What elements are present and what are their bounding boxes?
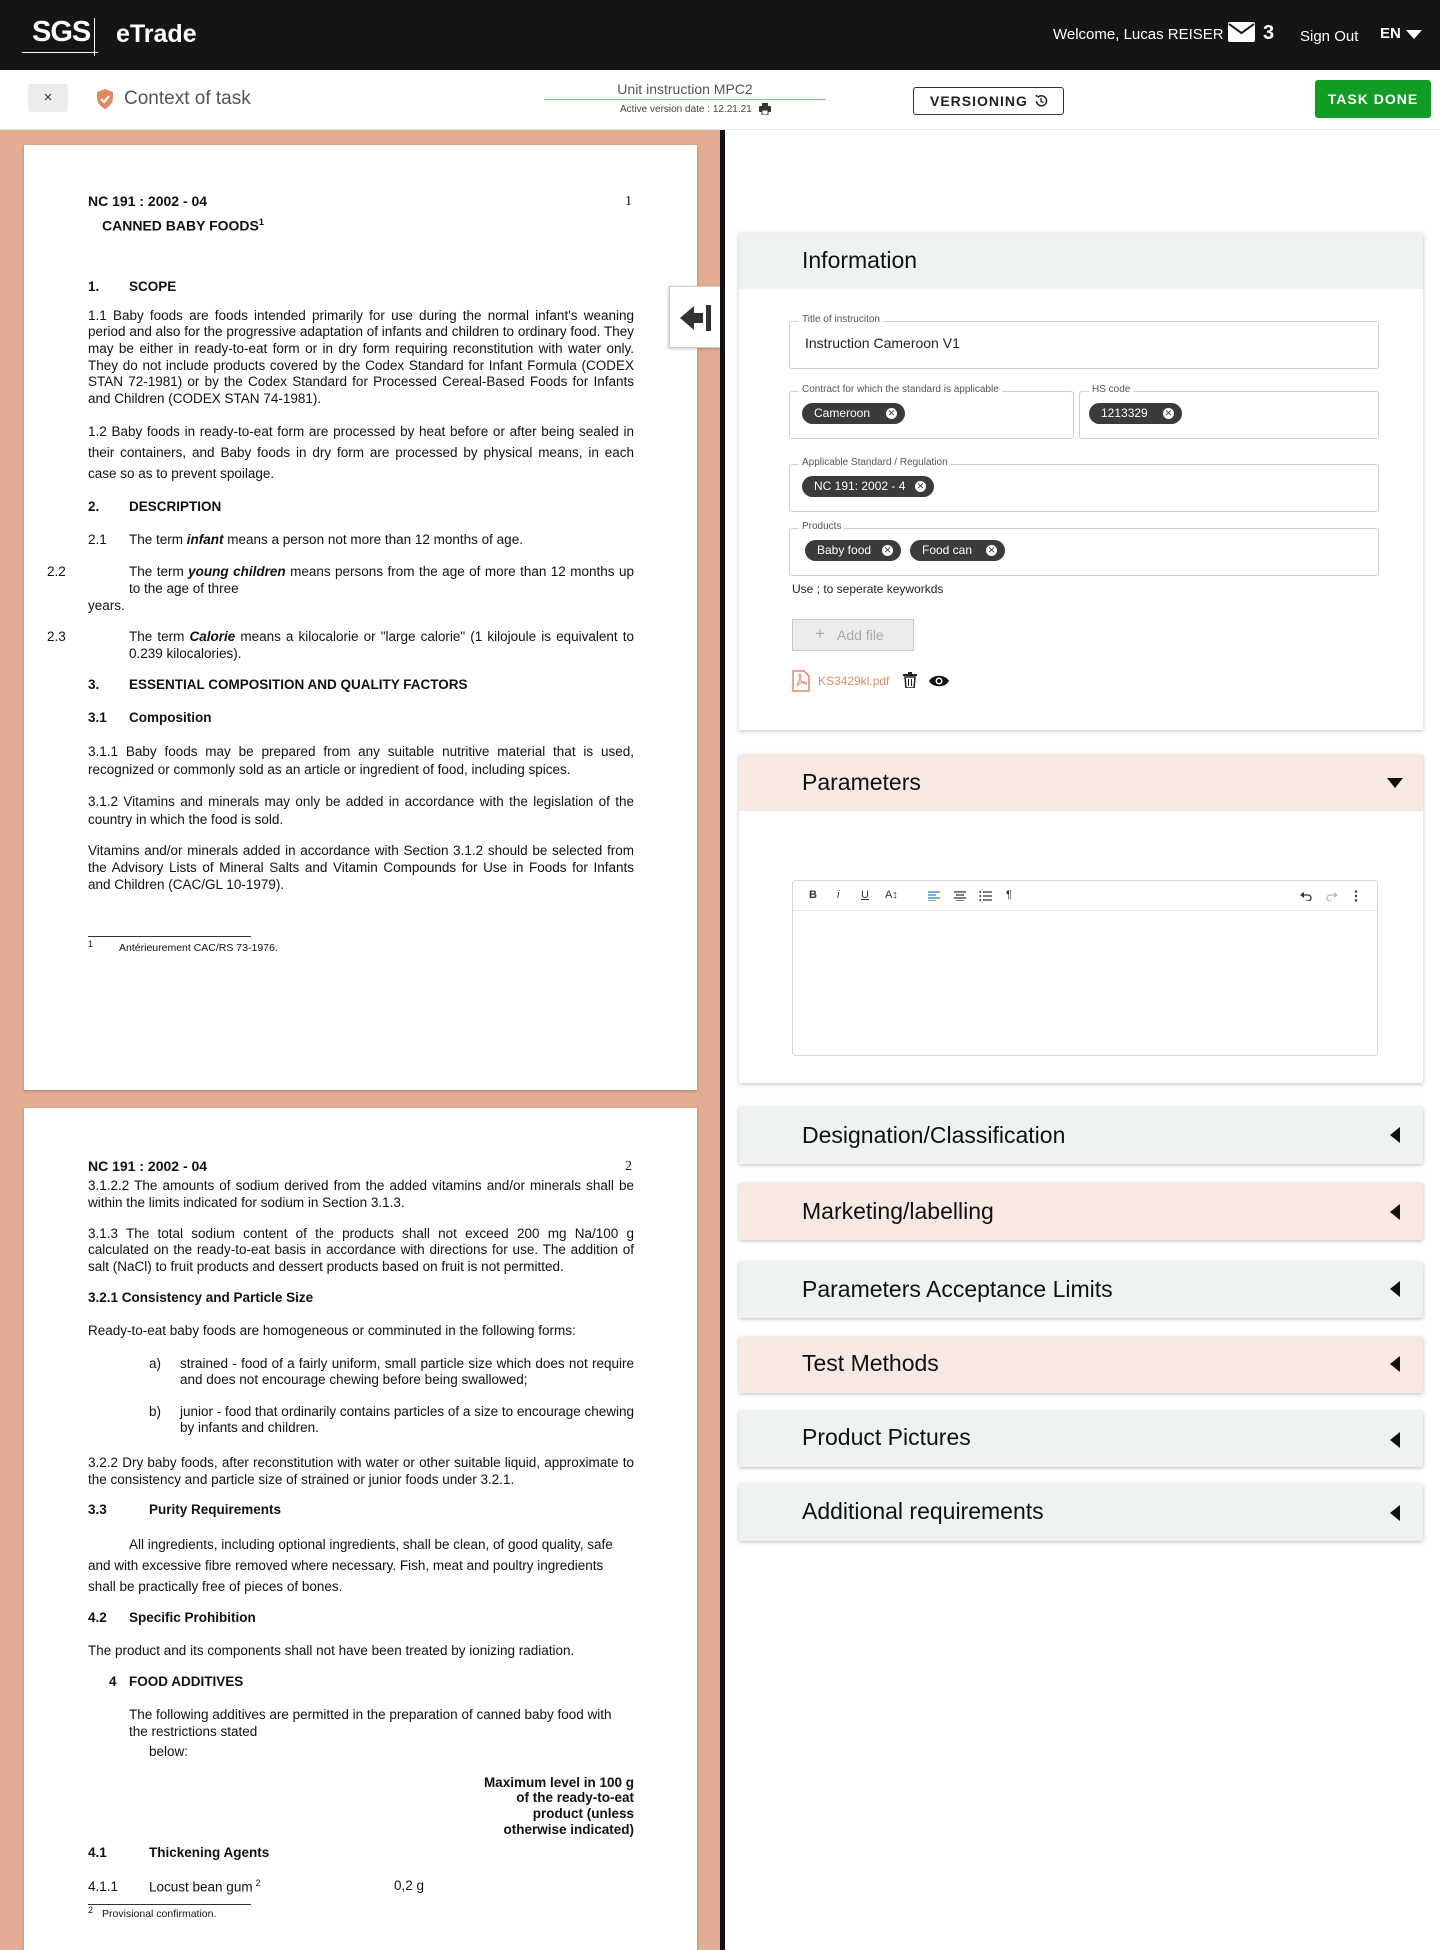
paragraph: All ingredients, including optional ingredients, shall be clean, of good quality, safe and with excessive fibre removed where necessary. Fish, meat and poultry ingredients shall be practically free of pieces of bones.	[88, 1536, 613, 1594]
chip-product[interactable]: Baby food ✕	[805, 540, 901, 561]
chip-hs-code[interactable]: 1213329 ✕	[1089, 403, 1182, 424]
section-heading: 3. ESSENTIAL COMPOSITION AND QUALITY FACTORS	[88, 676, 468, 692]
more-vertical-icon[interactable]	[1354, 890, 1358, 902]
document-reference: NC 191 : 2002 - 04	[88, 193, 208, 209]
attached-file-link[interactable]: KS3429kl.pdf	[818, 674, 890, 688]
hs-code-field[interactable]: HS code 1213329 ✕	[1079, 391, 1379, 439]
parameters-card	[739, 755, 1423, 1083]
bold-button[interactable]: B	[809, 889, 817, 901]
paragraph: 1.1 Baby foods are foods intended primarily for use during the normal infant's weaning period and also for the progressive adaptation of infants and children to ordinary food. They may be either in ready-to-eat form or in dry form requiring reconstitution with water only. They do not include products covered by the Codex Standard for Infant Formula (CODEX STAN 72-1981) or by the Codex Standard for Processed Cereal-Based Foods for Infants and Children (CODEX STAN 74-1981).	[88, 307, 634, 407]
close-icon[interactable]: ✕	[887, 408, 896, 418]
keywords-hint: Use ; to seperate keyworkds	[792, 582, 944, 596]
close-button[interactable]: ×	[28, 84, 68, 112]
sgs-logo[interactable]: SGS	[22, 14, 98, 56]
align-center-icon[interactable]	[954, 891, 966, 901]
chip-cameroon[interactable]: Cameroon ✕	[802, 403, 905, 424]
chevron-down-icon[interactable]	[1387, 778, 1403, 788]
document-viewer[interactable]	[0, 130, 720, 1950]
app-name: eTrade	[116, 20, 197, 48]
footnote: 1 Antérieurement CAC/RS 73-1976.	[88, 938, 278, 955]
page-number: 2	[625, 1159, 632, 1174]
top-bar	[0, 0, 1440, 70]
standard-field[interactable]: Applicable Standard / Regulation NC 191: 2002 - 4 ✕	[789, 464, 1379, 512]
paragraph: 2.3 The term Calorie means a kilocalorie or "large calorie" (1 kilojoule is equivalent to 0.239 kilocalories).	[47, 629, 635, 661]
section-title: Additional requirements	[802, 1498, 1044, 1524]
align-left-icon[interactable]	[928, 891, 940, 901]
section-title: Parameters Acceptance Limits	[802, 1276, 1113, 1302]
parameters-header[interactable]	[739, 755, 1423, 811]
paragraph: 3.2.2 Dry baby foods, after reconstitution with water or other suitable liquid, approximate to the consistency and particle size of strained or junior foods under 3.2.1.	[88, 1454, 634, 1487]
chevron-left-icon[interactable]	[1390, 1204, 1400, 1220]
section-title: Designation/Classification	[802, 1122, 1066, 1148]
sign-out-link[interactable]: Sign Out	[1300, 28, 1359, 45]
editor-toolbar	[793, 881, 1377, 911]
shield-check-icon	[96, 89, 114, 109]
font-size-button[interactable]: A↕	[885, 889, 898, 901]
underline-button[interactable]: U	[861, 889, 869, 901]
chip-product[interactable]: Food can ✕	[910, 540, 1005, 561]
section-product-pictures[interactable]	[739, 1411, 1423, 1467]
list-item: b) junior - food that ordinarily contains particles of a size to encourage chewing by infants and children.	[149, 1403, 635, 1436]
page-number: 1	[625, 194, 632, 209]
section-test-methods[interactable]	[739, 1337, 1423, 1393]
chevron-left-icon[interactable]	[1390, 1127, 1400, 1143]
print-icon[interactable]	[759, 103, 771, 115]
section-heading: 4 FOOD ADDITIVES	[109, 1674, 244, 1690]
active-version-date: Active version date : 12.21.21	[620, 104, 752, 115]
section-heading: 4.2 Specific Prohibition	[88, 1609, 256, 1625]
context-of-task-title: Context of task	[124, 88, 251, 109]
close-icon[interactable]: ✕	[883, 545, 892, 555]
paragraph: The product and its components shall not have been treated by ionizing radiation.	[88, 1642, 575, 1658]
information-title: Information	[802, 247, 918, 273]
redo-icon[interactable]	[1326, 892, 1338, 901]
italic-button[interactable]: i	[837, 889, 840, 901]
paragraph: The following additives are permitted in the preparation of canned baby food with the restrictions stated	[129, 1707, 612, 1740]
paragraph: Ready-to-eat baby foods are homogeneous or comminuted in the following forms:	[88, 1322, 576, 1338]
list-item: a) strained - food of a fairly uniform, small particle size which does not require and does not encourage chewing before being swallowed;	[149, 1355, 634, 1388]
mail-icon[interactable]	[1228, 22, 1255, 42]
pdf-file-icon	[792, 670, 810, 692]
section-heading: 4.1 Thickening Agents	[88, 1845, 270, 1861]
mail-count-badge[interactable]: 3	[1263, 22, 1275, 44]
document-reference: NC 191 : 2002 - 04	[88, 1158, 208, 1174]
trash-icon[interactable]	[903, 672, 917, 688]
section-additional-requirements[interactable]	[739, 1484, 1423, 1541]
section-title: Product Pictures	[802, 1424, 971, 1450]
language-selector[interactable]: EN	[1380, 25, 1401, 42]
paragraph: 3.1.2 Vitamins and minerals may only be added in accordance with the legislation of the country in which the food is sold.	[88, 794, 634, 828]
list-icon[interactable]	[979, 891, 992, 901]
section-title: Marketing/labelling	[802, 1198, 994, 1224]
paragraph: 3.1.3 The total sodium content of the products shall not exceed 200 mg Na/100 g calculated on the ready-to-eat basis in accordance with directions for use. The addition of salt (NaCl) to fruit products and dessert products based on fruit is not permitted.	[88, 1225, 634, 1275]
section-heading: 3.3 Purity Requirements	[88, 1502, 282, 1518]
paragraph: 2.1 The term infant means a person not more than 12 months of age.	[88, 531, 523, 547]
section-title: Test Methods	[802, 1350, 939, 1376]
task-done-button[interactable]: TASK DONE	[1315, 80, 1431, 118]
paragraph: 2.2 The term young children means persons from the age of more than 12 months up to the age of three	[47, 564, 634, 597]
section-designation-classification[interactable]	[739, 1107, 1423, 1164]
title-field[interactable]: Title of instruciton Instruction Cameroon V1	[789, 321, 1379, 369]
collapse-panel-button[interactable]	[669, 286, 720, 348]
contract-field[interactable]: Contract for which the standard is applicable Cameroon ✕	[789, 391, 1074, 439]
section-heading: 2. DESCRIPTION	[88, 498, 222, 514]
versioning-button[interactable]: VERSIONING	[913, 87, 1064, 115]
parameters-title: Parameters	[802, 769, 921, 795]
paragraph: years.	[88, 598, 125, 614]
rich-text-editor[interactable]	[792, 880, 1378, 1056]
products-field[interactable]: Products Baby food ✕ Food can ✕	[789, 528, 1379, 576]
arrow-left-bar-icon	[670, 287, 721, 349]
history-icon	[1034, 94, 1048, 108]
table-row: 4.1.1 Locust bean gum $^2$ 0,2 g	[88, 1877, 425, 1895]
section-heading: 3.2.1 Consistency and Particle Size	[88, 1289, 314, 1305]
close-icon[interactable]: ✕	[916, 481, 925, 491]
chip-standard[interactable]: NC 191: 2002 - 4 ✕	[802, 476, 934, 497]
information-header	[739, 233, 1423, 289]
task-bar	[0, 70, 1440, 130]
table-header: Maximum level in 100 g of the ready-to-eat product (unless otherwise indicated)	[483, 1774, 634, 1837]
section-heading: 3.1 Composition	[88, 709, 212, 725]
paragraph: 3.1.1 Baby foods may be prepared from any suitable nutritive material that is used, recognized or commonly sold as an article or ingredient of food, including spices.	[88, 743, 634, 777]
add-file-button[interactable]: + Add file	[792, 619, 914, 651]
undo-icon[interactable]	[1300, 892, 1312, 901]
paragraph: below:	[149, 1744, 189, 1760]
section-parameters-acceptance-limits[interactable]	[739, 1262, 1423, 1318]
plus-icon: +	[815, 624, 825, 643]
footnote: 2 Provisional confirmation.	[88, 1904, 217, 1921]
document-page-2	[24, 1108, 697, 1950]
chevron-left-icon[interactable]	[1390, 1432, 1400, 1448]
eye-icon[interactable]	[928, 674, 950, 688]
footnote-rule	[88, 936, 251, 937]
close-icon[interactable]: ✕	[1164, 408, 1173, 418]
welcome-text: Welcome, Lucas REISER	[1053, 26, 1224, 43]
paragraph: Vitamins and/or minerals added in accordance with Section 3.1.2 should be selected from the Advisory Lists of Mineral Salts and Vitamin Compounds for Use in Foods for Infants and Children (CAC/GL 10-1979).	[88, 843, 634, 892]
chevron-left-icon[interactable]	[1390, 1356, 1400, 1372]
information-card	[739, 233, 1423, 730]
close-icon[interactable]: ✕	[987, 545, 996, 555]
paragraph: 3.1.2.2 The amounts of sodium derived from the added vitamins and/or minerals shall be within the limits indicated for sodium in Section 3.1.3.	[88, 1177, 634, 1211]
chevron-left-icon[interactable]	[1390, 1505, 1400, 1521]
document-title: CANNED BABY FOODS$^1$	[102, 216, 264, 234]
document-page-1	[24, 145, 697, 1090]
section-heading: 1. SCOPE	[88, 278, 177, 294]
chevron-down-icon[interactable]	[1406, 30, 1422, 39]
chevron-left-icon[interactable]	[1390, 1281, 1400, 1297]
unit-instruction-title: Unit instruction MPC2	[544, 81, 826, 100]
paragraph-icon[interactable]: ¶	[1006, 889, 1012, 901]
section-marketing-labelling[interactable]	[739, 1183, 1423, 1240]
paragraph: 1.2 Baby foods in ready-to-eat form are processed by heat before or after being sealed in their containers, and Baby foods in dry form are processed by physical means, in each case so as to prevent spoilage.	[88, 423, 634, 481]
